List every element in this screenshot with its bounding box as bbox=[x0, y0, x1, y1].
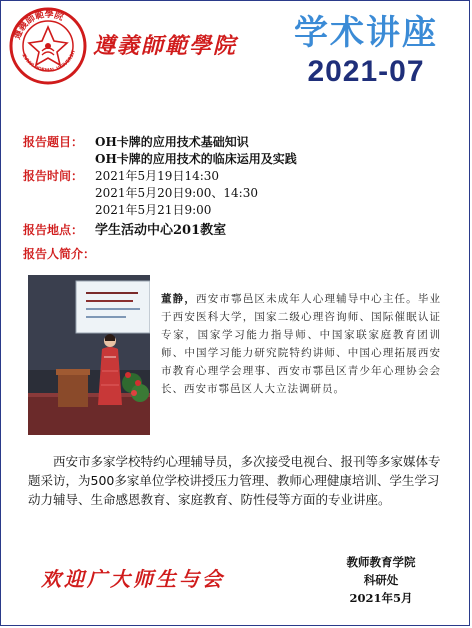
svg-text:遵義師範學院: 遵義師範學院 bbox=[12, 9, 65, 41]
speaker-bio bbox=[161, 290, 441, 398]
speaker-name: 董静， bbox=[161, 293, 197, 305]
organizer-date: 2021年5月 bbox=[349, 591, 413, 605]
svg-text:ZUNYI NORMAL UNIVERSITY: ZUNYI NORMAL UNIVERSIT bbox=[20, 49, 78, 74]
topic-row bbox=[23, 134, 463, 168]
speaker-experience-paragraph: 西安市多家学校特约心理辅导员，多次接受电视台、报刊等多家媒体专题采访，为500多家单位学校讲授压力管理、教师心理健康培训、学生学习动力辅导、生命感恩教育、家庭教育、防性侵等方面的专业讲座。 bbox=[28, 454, 441, 507]
lecture-info bbox=[23, 134, 463, 266]
time-line-1: 2021年5月19日14:30 bbox=[95, 169, 220, 183]
lecture-title: 学术讲座 bbox=[294, 13, 438, 53]
intro-label: 报告人简介： bbox=[23, 247, 96, 261]
speaker-photo bbox=[28, 275, 150, 435]
topic-line-1: OH卡牌的应用技术基础知识 bbox=[95, 135, 249, 149]
time-label: 报告时间： bbox=[23, 169, 84, 183]
place-label: 报告地点： bbox=[23, 223, 84, 237]
topic-line-2: OH卡牌的应用技术的临床运用及实践 bbox=[95, 152, 297, 166]
organizer-line-1: 教师教育学院 bbox=[346, 555, 416, 569]
organizer-line-2: 科研处 bbox=[363, 573, 399, 587]
organizer-block bbox=[321, 553, 441, 607]
intro-row bbox=[23, 246, 463, 266]
welcome-slogan: 欢迎广大师生与会 bbox=[41, 567, 225, 591]
school-name-calligraphy: 遵義師範學院 bbox=[93, 33, 238, 59]
time-line-2: 2021年5月20日9:00、14:30 bbox=[95, 186, 258, 200]
time-row bbox=[23, 168, 463, 219]
place-value: 学生活动中心201教室 bbox=[95, 223, 227, 238]
time-line-3: 2021年5月21日9:00 bbox=[95, 203, 212, 217]
speaker-bio-text: 西安市鄠邑区未成年人心理辅导中心主任。毕业于西安医科大学，国家二级心理咨询师、国际催眠认证专家，国家学习能力指导师、中国家联家庭教育团训师、中国学习能力研究院特约讲师、中国心理拓展西安市教育心理学会理事、西安市鄠邑区青少年心理协会会长、西安市鄠邑区人大立法调研员。 bbox=[161, 293, 442, 395]
topic-label: 报告题目： bbox=[23, 135, 84, 149]
lecture-number: 2021-07 bbox=[307, 55, 425, 88]
school-seal-logo bbox=[9, 7, 87, 85]
place-row bbox=[23, 222, 463, 246]
